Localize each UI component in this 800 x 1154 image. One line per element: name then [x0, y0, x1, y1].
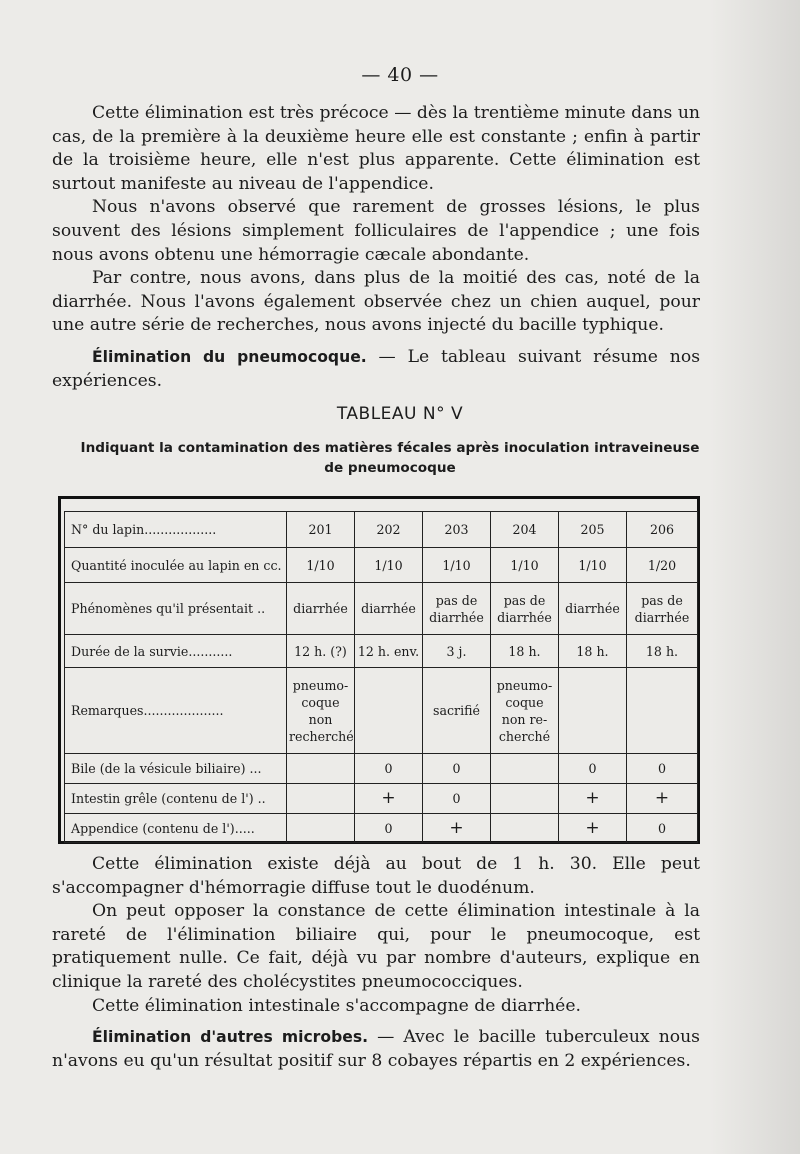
table-cell: 18 h.: [627, 635, 698, 668]
table-cell: diarrhée: [355, 583, 423, 635]
table-cell: 0: [423, 754, 491, 784]
table-cell: 1/10: [423, 548, 491, 583]
section-heading-paragraph: [52, 1026, 700, 1073]
table-cell: [491, 754, 559, 784]
data-table: [64, 511, 698, 843]
table-cell: pneumo- coque non recherché: [287, 668, 355, 754]
column-header: 206: [627, 512, 698, 548]
table-row: [65, 548, 698, 583]
table-cell: [287, 814, 355, 843]
section-heading: Élimination du pneumocoque.: [92, 347, 367, 366]
row-label: Phénomènes qu'il présentait ..: [65, 583, 287, 635]
paragraph-text: — Avec le bacille tuberculeux nous n'avons eu qu'un résultat positif sur 8 cobayes répartis en 2 expériences.: [52, 1027, 701, 1071]
table-title: TABLEAU N° V: [336, 404, 464, 424]
table-cell: 1/10: [287, 548, 355, 583]
table-cell: 18 h.: [491, 635, 559, 668]
column-header: 201: [287, 512, 355, 548]
table-cell: [559, 668, 627, 754]
table-cell: diarrhée: [559, 583, 627, 635]
table-cell: 0: [355, 814, 423, 843]
row-label: Bile (de la vésicule biliaire) ...: [65, 754, 287, 784]
table-row: [65, 583, 698, 635]
paragraph: Cette élimination intestinale s'accompagne de diarrhée.: [92, 995, 581, 1016]
paragraph: Cette élimination existe déjà au bout de 1 h. 30. Elle peut s'accompagner d'hémorragie diffuse tout le duodénum.: [52, 854, 700, 898]
table-cell: [287, 754, 355, 784]
row-label: Intestin grêle (contenu de l') ..: [65, 784, 287, 814]
table-cell: pas de diarrhée: [423, 583, 491, 635]
table-cell: 18 h.: [559, 635, 627, 668]
paragraph: Nous n'avons observé que rarement de grosses lésions, le plus souvent des lésions simplement folliculaires de l'appendice ; une fois nous avons obtenu une hémorragie cæcale abondante.: [52, 197, 700, 265]
section-heading-paragraph: [52, 346, 700, 393]
table-cell: [491, 784, 559, 814]
table-cell: pas de diarrhée: [627, 583, 698, 635]
table-frame: [58, 496, 700, 844]
table-row: [65, 754, 698, 784]
table-row: [65, 635, 698, 668]
table-cell: +: [559, 784, 627, 814]
table-cell: 3 j.: [423, 635, 491, 668]
table-cell: pas de diarrhée: [491, 583, 559, 635]
table-cell: sacrifié: [423, 668, 491, 754]
table-cell: 12 h. env.: [355, 635, 423, 668]
table-cell: +: [627, 784, 698, 814]
table-cell: 0: [627, 814, 698, 843]
row-label: Appendice (contenu de l').....: [65, 814, 287, 843]
table-cell: diarrhée: [287, 583, 355, 635]
table-cell: 0: [559, 754, 627, 784]
column-header: 203: [423, 512, 491, 548]
column-header: 202: [355, 512, 423, 548]
table-row: [65, 814, 698, 843]
row-label: Quantité inoculée au lapin en cc.: [65, 548, 287, 583]
paragraph-text: — Le tableau suivant résume nos expériences.: [52, 346, 701, 391]
table-cell: [287, 784, 355, 814]
row-label: Durée de la survie...........: [65, 635, 287, 668]
table-cell: 1/10: [355, 548, 423, 583]
table-subtitle-line: Indiquant la contamination des matières fécales après inoculation intraveineuse: [80, 440, 700, 456]
column-header: 205: [559, 512, 627, 548]
table-header-row: [65, 512, 698, 548]
text-block-top: [52, 102, 700, 393]
table-cell: pneumo- coque non re- cherché: [491, 668, 559, 754]
table-subtitle-line: de pneumocoque: [324, 460, 456, 476]
table-cell: [491, 814, 559, 843]
text-block-bottom: [52, 853, 700, 1073]
table-cell: 0: [355, 754, 423, 784]
table-cell: [627, 668, 698, 754]
paragraph: Par contre, nous avons, dans plus de la moitié des cas, noté de la diarrhée. Nous l'avons également observée chez un chien auquel, pour une autre série de recherches, nous avons injecté du bacille typhique.: [52, 268, 700, 336]
column-header: 204: [491, 512, 559, 548]
table-cell: +: [559, 814, 627, 843]
table-subtitle: [60, 438, 720, 478]
table-cell: [355, 668, 423, 754]
row-label: Remarques....................: [65, 668, 287, 754]
table-row: [65, 784, 698, 814]
table-cell: 1/10: [491, 548, 559, 583]
paragraph: Cette élimination est très précoce — dès la trentième minute dans un cas, de la première à la deuxième heure elle est constante ; enfin à partir de la troisième heure, elle n'est plus apparente. Cette élimination est surtout manifeste au niveau de l'appendice.: [52, 103, 700, 194]
page-number: — 40 —: [361, 64, 439, 86]
paragraph: On peut opposer la constance de cette élimination intestinale à la rareté de l'élimination biliaire qui, pour le pneumocoque, est pratiquement nulle. Ce fait, déjà vu par nombre d'auteurs, explique en clinique la rareté des cholécystites pneumococciques.: [52, 901, 700, 992]
section-heading: Élimination d'autres microbes.: [92, 1028, 369, 1047]
table-cell: 1/20: [627, 548, 698, 583]
table-cell: 12 h. (?): [287, 635, 355, 668]
page-edge-shadow: [710, 0, 800, 1154]
row-label: N° du lapin..................: [65, 512, 287, 548]
table-cell: 0: [423, 784, 491, 814]
table-cell: 1/10: [559, 548, 627, 583]
table-cell: +: [355, 784, 423, 814]
table-row: [65, 668, 698, 754]
table-cell: +: [423, 814, 491, 843]
table-cell: 0: [627, 754, 698, 784]
